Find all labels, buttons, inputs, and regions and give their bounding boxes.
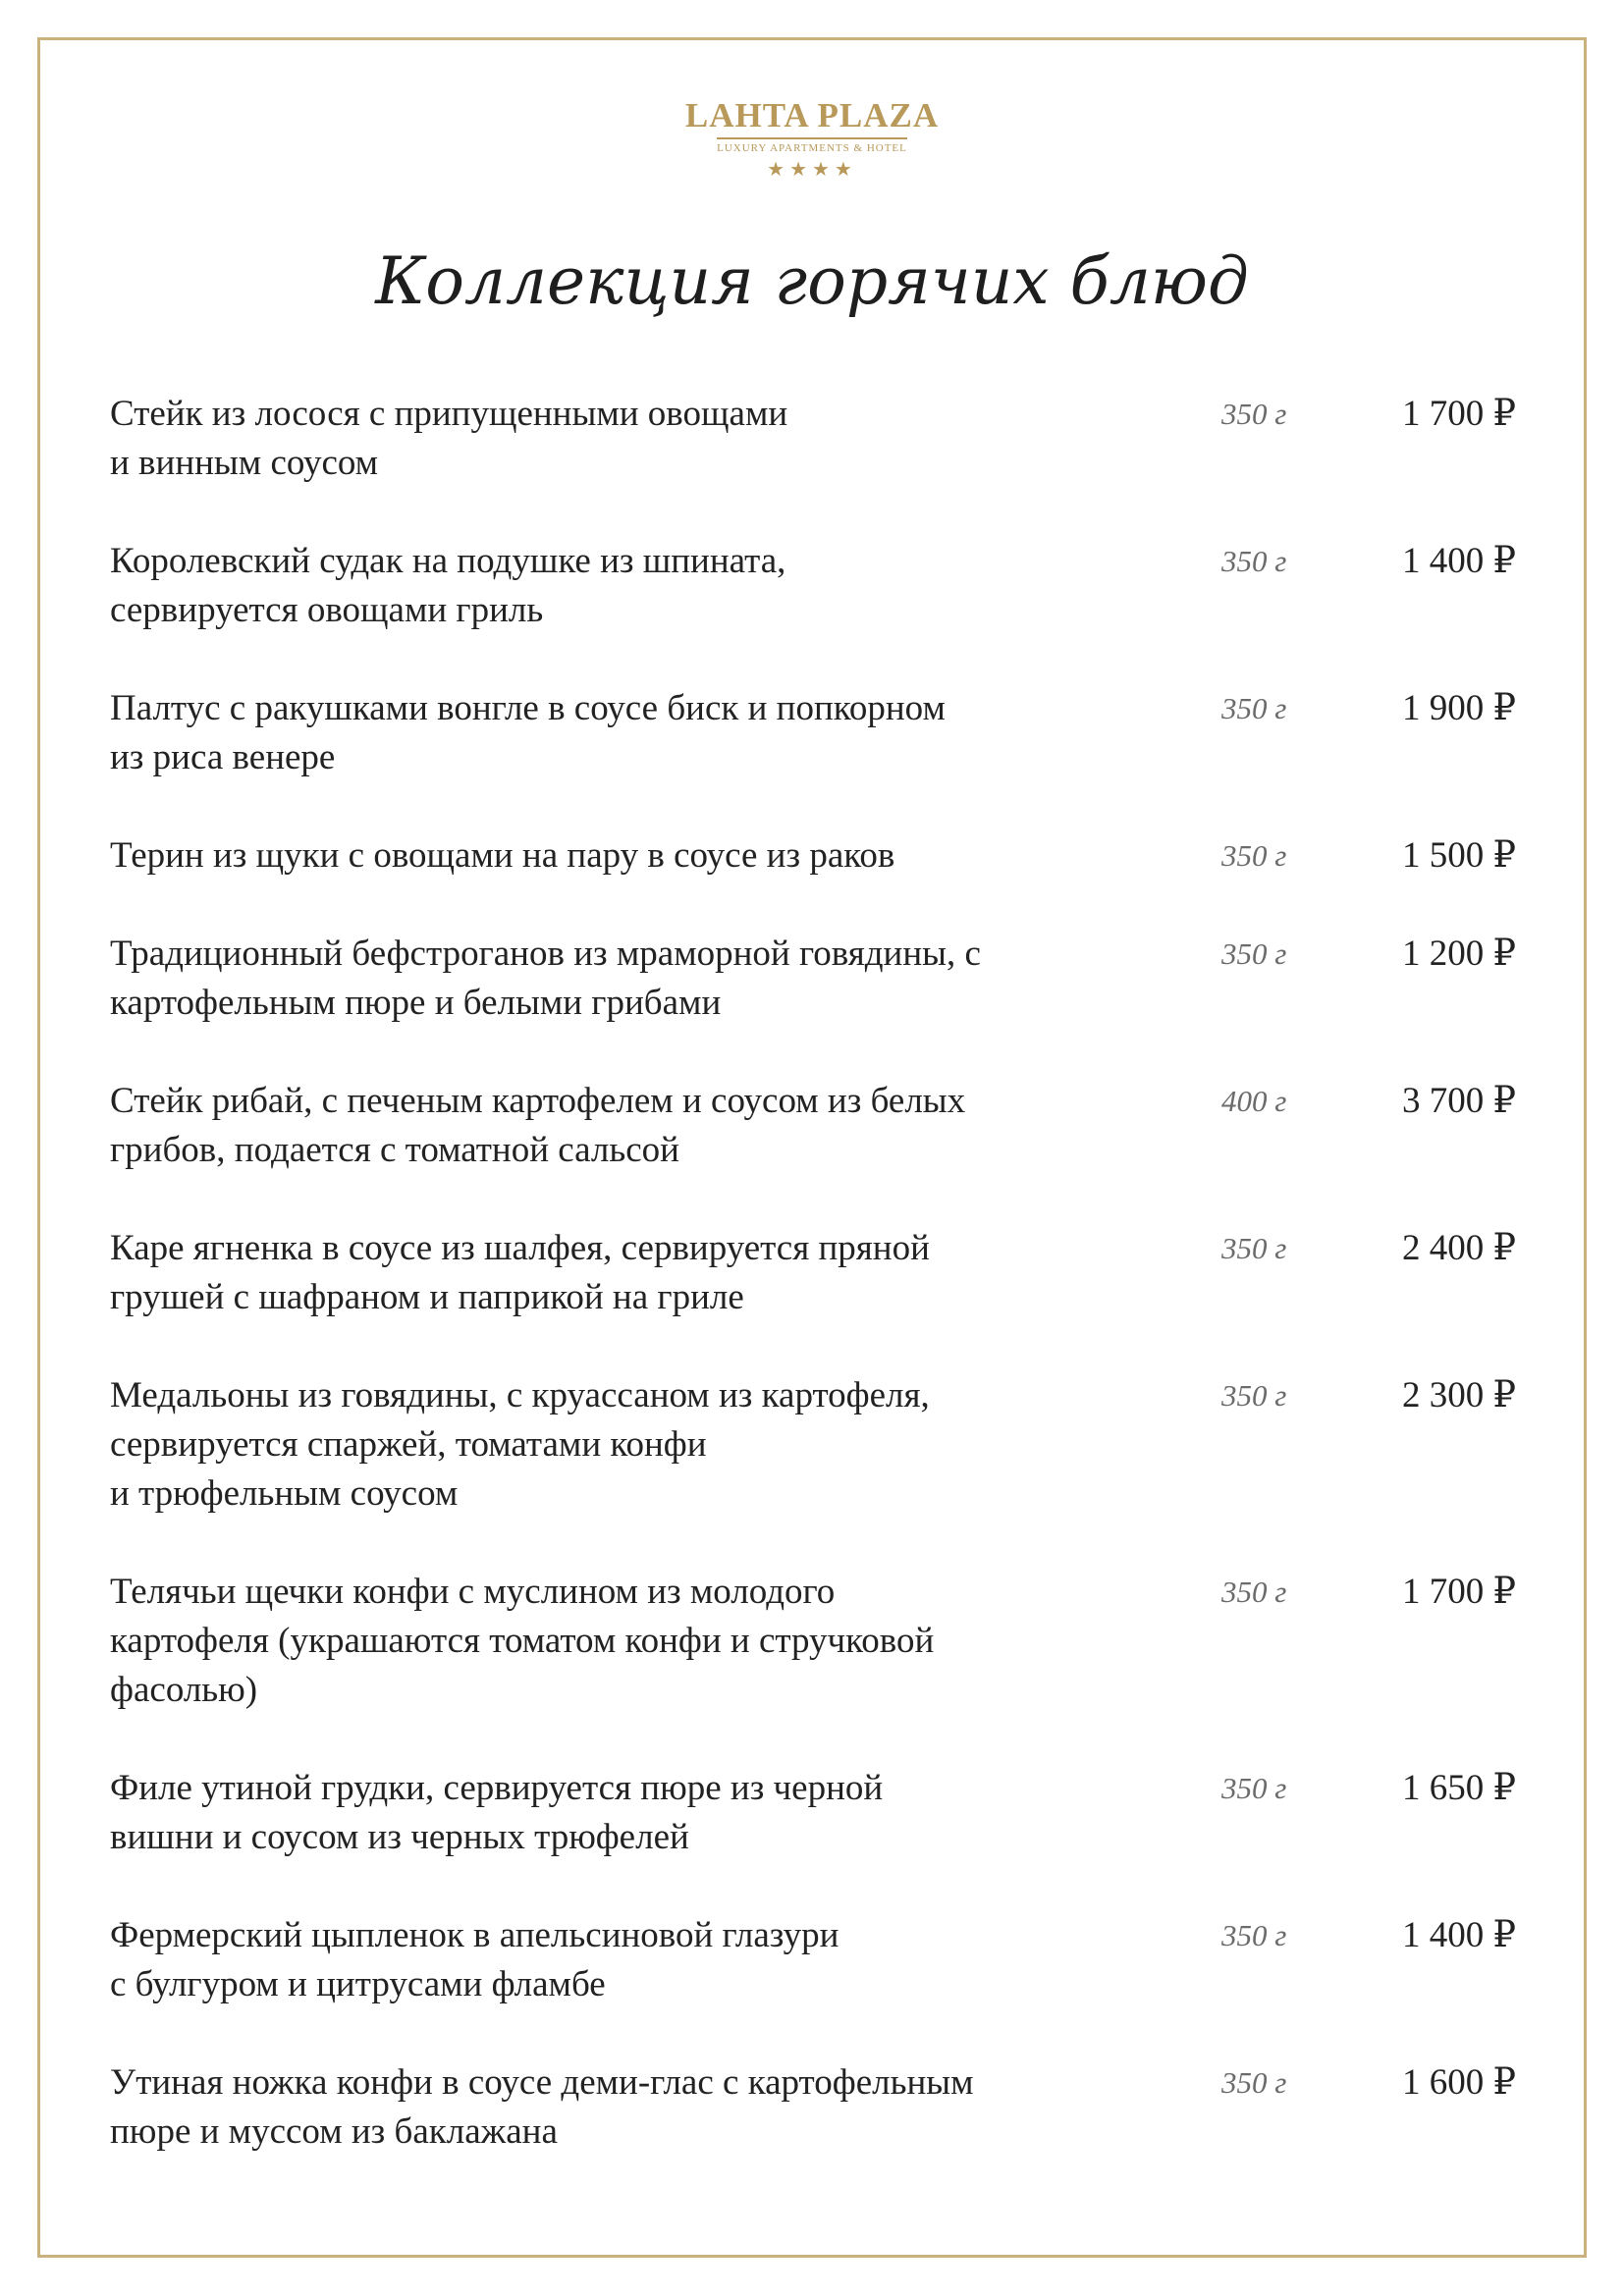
logo-stars: ★★★★ — [767, 159, 857, 181]
logo-name: LAHTA PLAZA — [684, 96, 940, 134]
dish-price: 1 400 ₽ — [1401, 1915, 1516, 1955]
dish-weight: 350 г — [1221, 397, 1287, 431]
menu-section-title: Коллекция горячих блюд — [375, 243, 1249, 319]
dish-price: 1 700 ₽ — [1401, 394, 1516, 434]
dish-name: Традиционный бефстроганов из мраморной говядины, с картофельным пюре и белыми грибами — [110, 934, 981, 1023]
dish-weight: 350 г — [1221, 691, 1287, 725]
dish-price: 1 200 ₽ — [1401, 934, 1516, 974]
dish-weight: 350 г — [1221, 1231, 1287, 1265]
dish-weight: 400 г — [1221, 1084, 1287, 1118]
dish-name: Стейк рибай, с печеным картофелем и соусом из белых грибов, подается с томатной сальсой — [110, 1081, 966, 1170]
dish-weight: 350 г — [1221, 838, 1287, 873]
dish-name: Фермерский цыпленок в апельсиновой глазури с булгуром и цитрусами фламбе — [110, 1915, 839, 2004]
dish-weight: 350 г — [1221, 1771, 1287, 1805]
dish-name: Терин из щуки с овощами на пару в соусе из раков — [110, 835, 895, 876]
dish-name: Телячьи щечки конфи с муслином из молодого картофеля (украшаются томатом конфи и стручковой фасолью) — [110, 1572, 935, 1710]
dish-name: Каре ягненка в соусе из шалфея, сервируется пряной грушей с шафраном и паприкой на гриле — [110, 1228, 930, 1317]
hotel-logo — [0, 96, 1624, 182]
dish-name: Стейк из лосося с припущенными овощами и винным соусом — [110, 394, 788, 483]
dish-price: 2 400 ₽ — [1401, 1228, 1516, 1268]
dish-weight: 350 г — [1221, 1575, 1287, 1609]
dish-weight: 350 г — [1221, 2065, 1287, 2100]
dish-weight: 350 г — [1221, 1918, 1287, 1952]
dish-name: Палтус с ракушками вонгле в соусе биск и попкорном из риса венере — [110, 688, 946, 777]
dish-price: 3 700 ₽ — [1401, 1081, 1516, 1121]
dish-name: Утиная ножка конфи в соусе деми-глас с картофельным пюре и муссом из баклажана — [110, 2062, 974, 2152]
dish-weight: 350 г — [1221, 936, 1287, 971]
dish-name: Медальоны из говядины, с круассаном из картофеля, сервируется спаржей, томатами конфи и трюфельным соусом — [110, 1375, 930, 1514]
dish-weight: 350 г — [1221, 544, 1287, 578]
logo-subtitle: LUXURY APARTMENTS & HOTEL — [717, 137, 907, 155]
dish-price: 1 650 ₽ — [1401, 1768, 1516, 1808]
dish-price: 2 300 ₽ — [1401, 1375, 1516, 1415]
dish-price: 1 500 ₽ — [1401, 835, 1516, 876]
dish-weight: 350 г — [1221, 1378, 1287, 1413]
dish-price: 1 400 ₽ — [1401, 541, 1516, 581]
dish-price: 1 900 ₽ — [1401, 688, 1516, 728]
dish-name: Филе утиной грудки, сервируется пюре из черной вишни и соусом из черных трюфелей — [110, 1768, 884, 1857]
dish-name: Королевский судак на подушке из шпината, сервируется овощами гриль — [110, 541, 786, 630]
dish-price: 1 600 ₽ — [1401, 2062, 1516, 2103]
dish-price: 1 700 ₽ — [1401, 1572, 1516, 1612]
